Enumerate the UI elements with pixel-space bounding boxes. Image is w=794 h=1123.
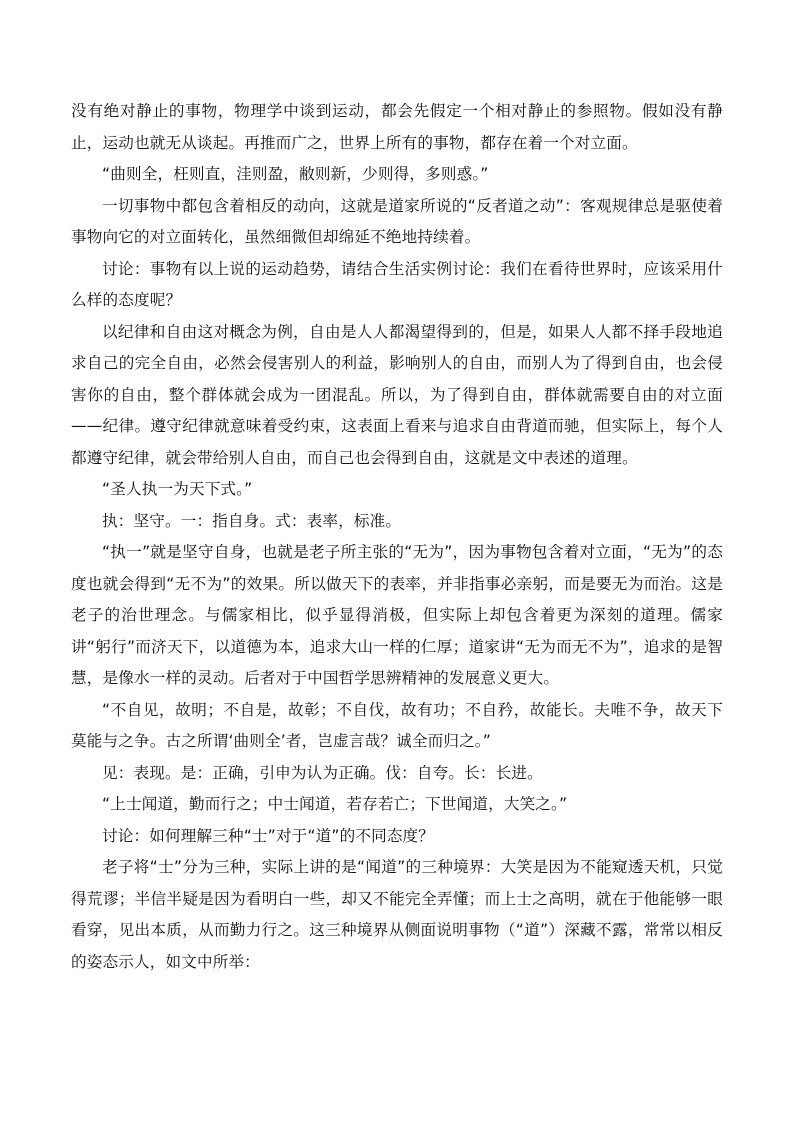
paragraph-13: 老子将“士”分为三种，实际上讲的是“闻道”的三种境界：大笑是因为不能窥透天机，只觉得荒谬；半信半疑是因为看明白一些，却又不能完全弄懂；而上士之高明，就在于他能够一眼看穿，见出本质，从而勤力行之。这三种境界从侧面说明事物（“道”）深藏不露，常常以相反的姿态示人，如文中所举： (71, 858, 723, 971)
quote-paragraph-2: “曲则全，枉则直，洼则盈，敝则新，少则得，多则惑。” (102, 165, 489, 183)
paragraph-5: 以纪律和自由这对概念为例，自由是人人都渴望得到的，但是，如果人人都不择手段地追求自己的完全自由，必然会侵害别人的利益，影响别人的自由，而别人为了得到自由，也会侵害你的自由，整个群体就会成为一团混乱。所以，为了得到自由，群体就需要自由的对立面——纪律。遵守纪律就意味着受约束，这表面上看来与追求自由背道而驰，但实际上，每个人都遵守纪律，就会带给别人自由，而自己也会得到自由，这就是文中表述的道理。 (71, 322, 723, 467)
quote-paragraph-6: “圣人执一为天下式。” (102, 480, 253, 498)
quote-paragraph-11: “上士闻道，勤而行之；中士闻道，若存若亡；下世闻道，大笑之。” (102, 795, 568, 813)
paragraph-3: 一切事物中都包含着相反的动向，这就是道家所说的“反者道之动”：客观规律总是驱使着事物向它的对立面转化，虽然细微但却绵延不绝地持续着。 (71, 196, 723, 246)
document-body (71, 96, 723, 978)
discussion-paragraph-4: 讨论：事物有以上说的运动趋势，请结合生活实例讨论：我们在看待世界时，应该采用什么样的态度呢？ (71, 259, 723, 309)
discussion-paragraph-12: 讨论：如何理解三种“士”对于“道”的不同态度？ (102, 826, 435, 845)
annotation-paragraph-7: 执：坚守。一：指自身。式：表率，标准。 (102, 511, 402, 530)
paragraph-8: “执一”就是坚守自身，也就是老子所主张的“无为”，因为事物包含着对立面，“无为”的态度也就会得到“无不为”的效果。所以做天下的表率，并非指事必亲躬，而是要无为而治。这是老子的治世理念。与儒家相比，似乎显得消极，但实际上却包含着更为深刻的道理。儒家讲“躬行”而济天下，以道德为本，追求大山一样的仁厚；道家讲“无为而无不为”，追求的是智慧，是像水一样的灵动。后者对于中国哲学思辨精神的发展意义更大。 (71, 543, 723, 687)
annotation-paragraph-10: 见：表现。是：正确，引申为认为正确。伐：自夸。长：长进。 (102, 763, 543, 782)
paragraph-1: 没有绝对静止的事物，物理学中谈到运动，都会先假定一个相对静止的参照物。假如没有静止，运动也就无从谈起。再推而广之，世界上所有的事物，都存在着一个对立面。 (71, 102, 723, 152)
quote-paragraph-9: “不自见，故明；不自是，故彰；不自伐，故有功；不自矜，故能长。夫唯不争，故天下莫能与之争。古之所谓‘曲则全’者，岂虚言哉？诚全而归之。” (71, 700, 723, 750)
